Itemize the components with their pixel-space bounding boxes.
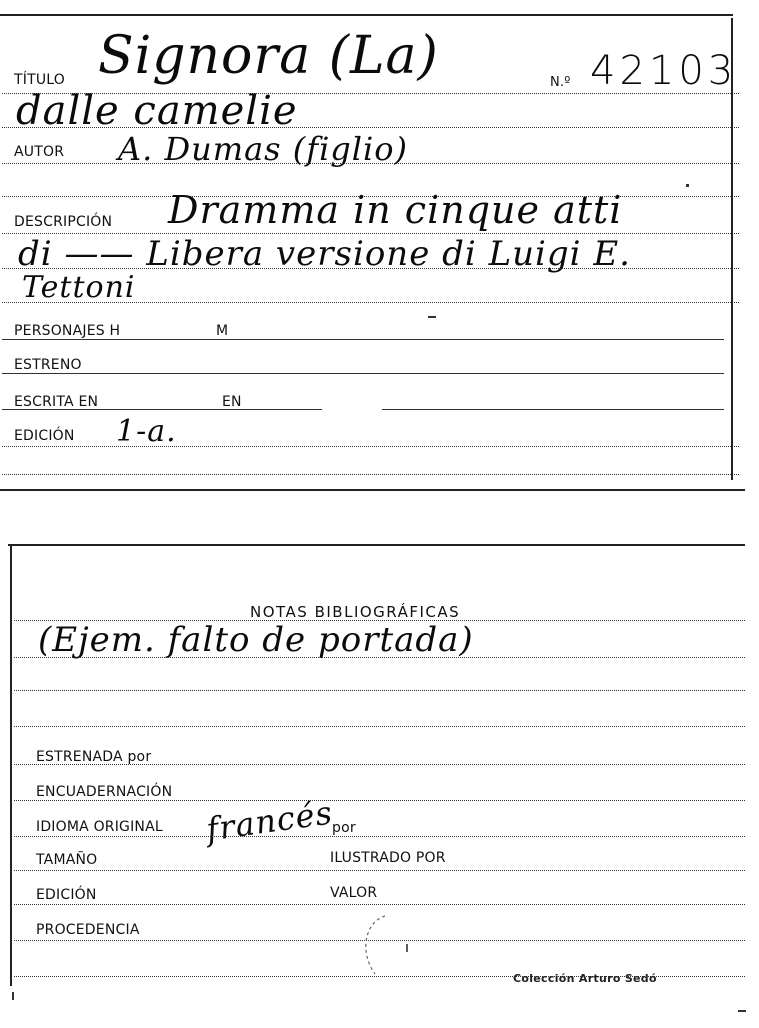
personajes-line — [2, 339, 724, 340]
notas-line-2 — [14, 657, 745, 658]
escrita-line-b — [382, 409, 724, 410]
estrenada-label: ESTRENADA por — [36, 749, 152, 765]
edicion-label: EDICIÓN — [14, 428, 75, 444]
ink-speck — [12, 992, 14, 1000]
edicion-back-label: EDICIÓN — [36, 887, 97, 903]
personajes-m-label: M — [216, 323, 229, 339]
descripcion-value-line3: Tettoni — [22, 270, 136, 305]
titulo-value: Signora (La) — [98, 26, 439, 86]
notas-line-4 — [14, 726, 745, 727]
escrita-label: ESCRITA EN — [14, 394, 99, 410]
procedencia-label: PROCEDENCIA — [36, 922, 140, 938]
catalog-card-back — [0, 540, 759, 1028]
escrita-en-label: EN — [222, 394, 242, 410]
descripcion-line-3 — [2, 302, 739, 303]
edicion-back-line — [14, 904, 745, 905]
tamano-line — [14, 870, 745, 871]
encuadernacion-line — [14, 800, 745, 801]
estreno-line — [2, 373, 724, 374]
personajes-label: PERSONAJES H — [14, 323, 121, 339]
titulo-value-line2: dalle camelie — [16, 88, 298, 134]
numero-label: N.º — [550, 75, 571, 90]
encuadernacion-label: ENCUADERNACIÓN — [36, 784, 173, 800]
escrita-line-a — [2, 409, 322, 410]
valor-label: VALOR — [330, 885, 378, 901]
card-back-left-edge — [10, 546, 12, 986]
ink-speck — [686, 184, 689, 187]
autor-value: A. Dumas (figlio) — [118, 130, 408, 168]
notas-heading: NOTAS BIBLIOGRÁFICAS — [250, 603, 461, 621]
numero-value: 42103 — [590, 48, 738, 94]
card-back-top-edge — [8, 544, 745, 546]
autor-line — [2, 163, 739, 164]
por-label: por — [332, 820, 356, 836]
ink-speck — [428, 316, 436, 318]
notas-line-3 — [14, 690, 745, 691]
estreno-label: ESTRENO — [14, 357, 82, 373]
catalog-card-front — [0, 0, 759, 495]
ink-speck — [738, 1010, 746, 1012]
autor-label: AUTOR — [14, 144, 65, 160]
estrenada-line — [14, 764, 745, 765]
idioma-line — [14, 836, 745, 837]
edicion-value: 1-a. — [116, 414, 177, 449]
descripcion-value: Dramma in cinque atti — [168, 188, 623, 232]
idioma-label: IDIOMA ORIGINAL — [36, 819, 163, 835]
notas-value: (Ejem. falto de portada) — [38, 620, 474, 660]
descripcion-value-line2: di —— Libera versione di Luigi E. — [18, 234, 631, 274]
edicion-line-2 — [2, 474, 739, 475]
titulo-label: TÍTULO — [14, 72, 65, 88]
tamano-label: TAMAÑO — [36, 852, 98, 868]
descripcion-line-2 — [2, 268, 739, 269]
ilustrado-label: ILUSTRADO POR — [330, 850, 446, 866]
edicion-line — [2, 446, 739, 447]
idioma-value: francés — [203, 793, 336, 849]
card-front-top-edge — [0, 14, 733, 16]
descripcion-label: DESCRIPCIÓN — [14, 214, 113, 230]
titulo-line-2 — [2, 127, 739, 128]
pencil-mark — [355, 912, 415, 982]
coleccion-credit: Colección Arturo Sedó — [513, 972, 657, 985]
card-front-bottom-edge — [0, 489, 745, 491]
